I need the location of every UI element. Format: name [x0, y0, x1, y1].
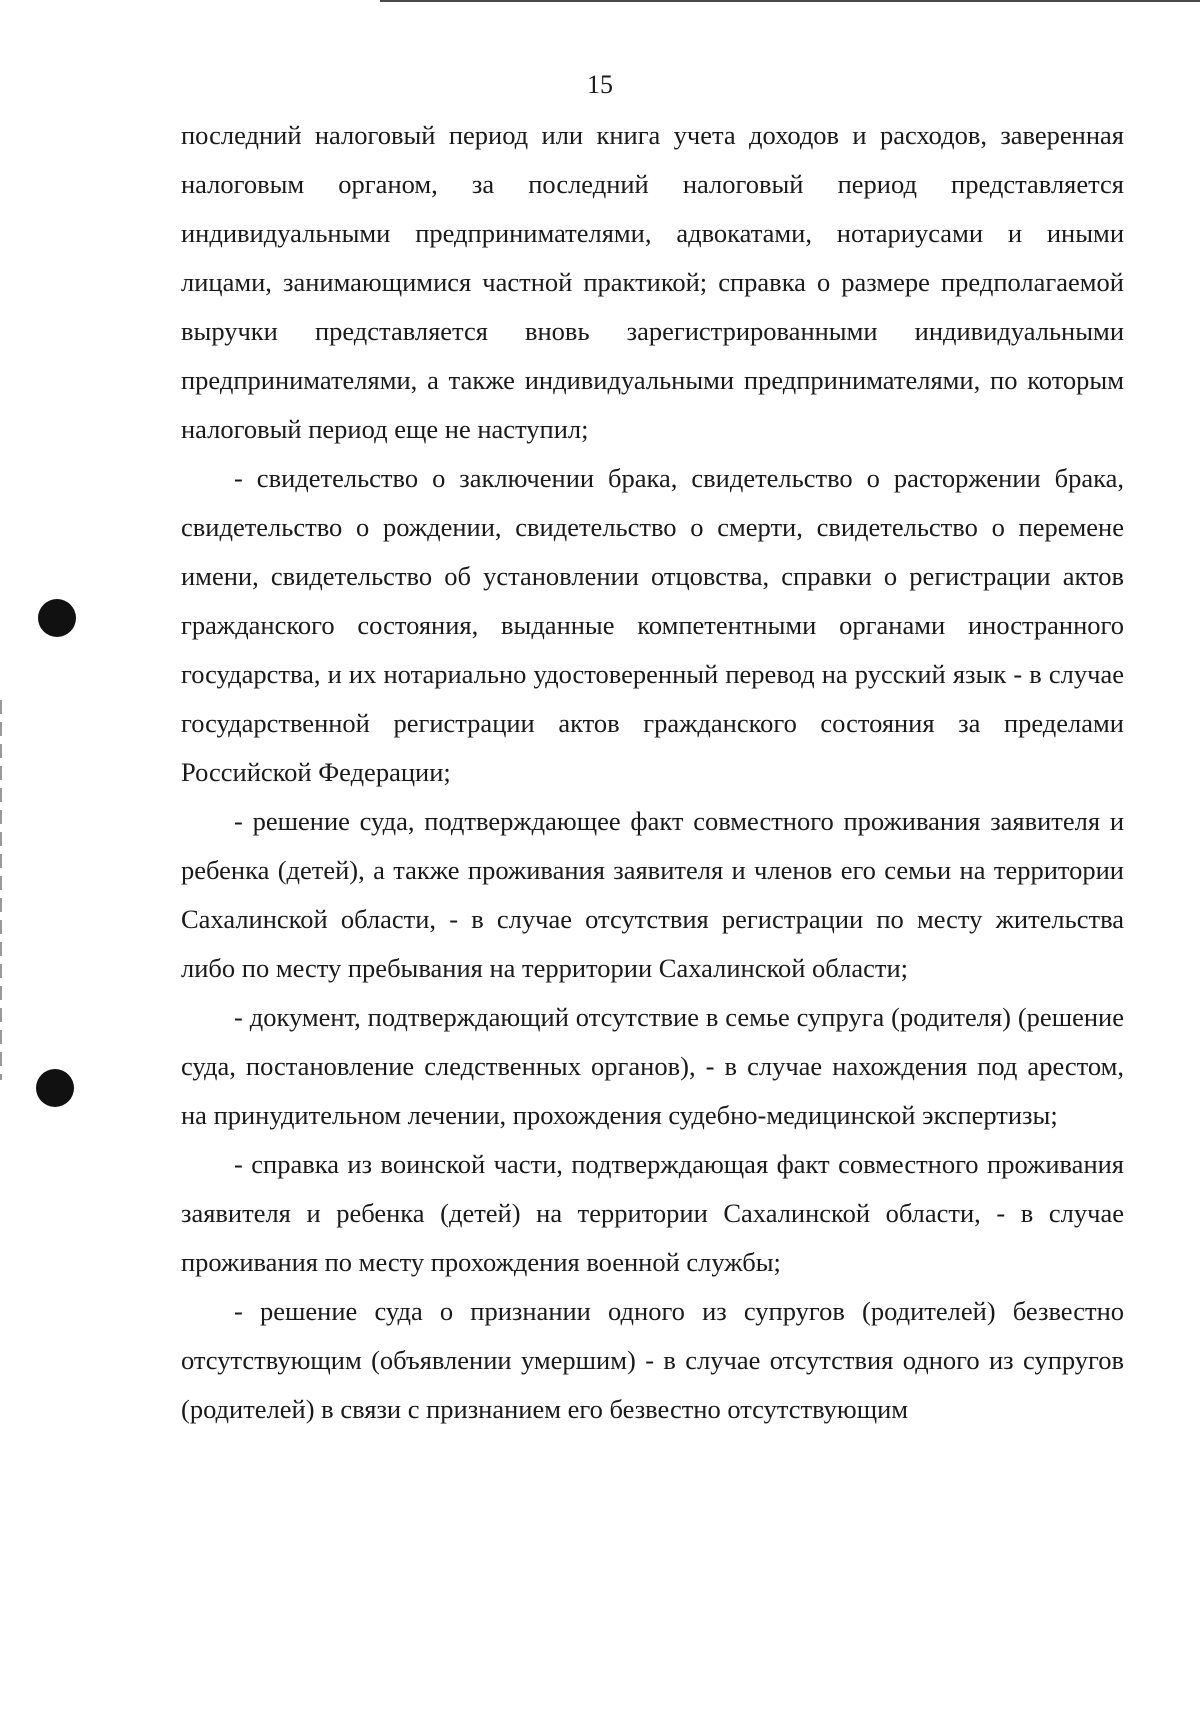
scan-top-rule [380, 0, 1200, 2]
paragraph-continuation: последний налоговый период или книга учета доходов и расходов, заверенная налоговым органом, за последний налоговый период представляется индивидуальными предпринимателями, адвокатами, нотариусами и иными лицами, занимающимися частной практикой; справка о размере предполагаемой выручки представляется вновь зарегистрированными индивидуальными предпринимателями, а также индивидуальными предпринимателями, по которым налоговый период еще не наступил; [181, 120, 1124, 444]
binder-hole-lower [36, 1069, 74, 1107]
binder-hole-upper [38, 599, 76, 637]
paragraph-missing-spouse-decision: - решение суда о признании одного из супругов (родителей) безвестно отсутствующим (объявлении умершим) - в случае отсутствия одного из супругов (родителей) в связи с признанием его безвестно отсутствующим [181, 1296, 1124, 1424]
scan-left-edge [0, 700, 2, 1080]
page-number: 15 [587, 70, 613, 99]
paragraph-civil-status-certificates: - свидетельство о заключении брака, свидетельство о расторжении брака, свидетельство о рождении, свидетельство о смерти, свидетельство о перемене имени, свидетельство об установлении отцовства, справки о регистрации актов гражданского состояния, выданные компетентными органами иностранного государства, и их нотариально удостоверенный перевод на русский язык - в случае государственной регистрации актов гражданского состояния за пределами Российской Федерации; [181, 463, 1124, 787]
body-text [181, 111, 1124, 1434]
paragraph-spouse-absence-document: - документ, подтверждающий отсутствие в семье супруга (родителя) (решение суда, постановление следственных органов), - в случае нахождения под арестом, на принудительном лечении, прохождения судебно-медицинской экспертизы; [181, 1002, 1124, 1130]
paragraph-military-unit-certificate: - справка из воинской части, подтверждающая факт совместного проживания заявителя и ребенка (детей) на территории Сахалинской области, - в случае проживания по месту прохождения военной службы; [181, 1149, 1124, 1277]
paragraph-court-decision-cohabitation: - решение суда, подтверждающее факт совместного проживания заявителя и ребенка (детей), а также проживания заявителя и членов его семьи на территории Сахалинской области, - в случае отсутствия регистрации по месту жительства либо по месту пребывания на территории Сахалинской области; [181, 806, 1124, 983]
